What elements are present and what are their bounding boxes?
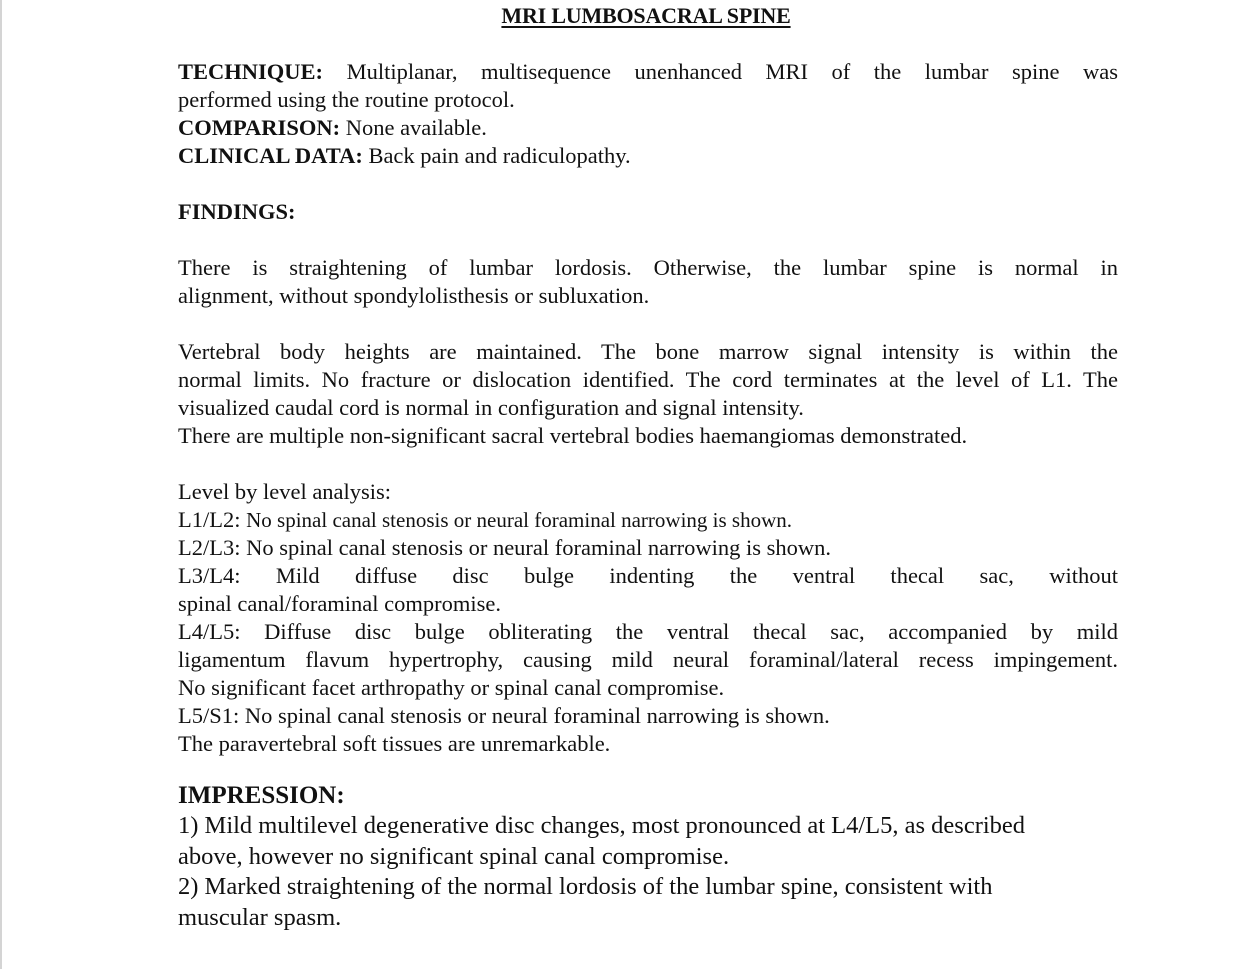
level-l5-s1: L5/S1: No spinal canal stenosis or neural foraminal narrowing is shown. (178, 703, 830, 728)
technique-text-1: Multiplanar, multisequence unenhanced MRI of the lumbar spine was (346, 59, 1119, 84)
impression-1-line2: above, however no significant spinal canal compromise. (178, 842, 730, 870)
technique-section (178, 58, 1118, 114)
comparison-line (178, 114, 1118, 142)
findings-para2-line2: normal limits. No fracture or dislocation identified. The cord terminates at the level of L1. The (178, 367, 1118, 392)
impression-2-line2: muscular spasm. (178, 903, 342, 931)
clinical-label: CLINICAL DATA: (178, 143, 363, 168)
level-l4-l5-line1: L4/L5: Diffuse disc bulge obliterating the ventral thecal sac, accompanied by mild (178, 619, 1118, 644)
comparison-label: COMPARISON: (178, 115, 341, 140)
page-edge (0, 0, 2, 969)
technique-line-2: performed using the routine protocol. (178, 87, 515, 112)
paravertebral-line: The paravertebral soft tissues are unremarkable. (178, 731, 611, 756)
findings-para2-line4: There are multiple non-significant sacral vertebral bodies haemangiomas demonstrated. (178, 423, 968, 448)
findings-para1-line1: There is straightening of lumbar lordosis. Otherwise, the lumbar spine is normal in (178, 255, 1118, 280)
report-body (178, 58, 1118, 933)
impression-2-line1: 2) Marked straightening of the normal lordosis of the lumbar spine, consistent with (178, 873, 993, 900)
technique-line-1 (178, 58, 1118, 86)
level-l1-l2-label: L1/L2: (178, 507, 241, 532)
clinical-line (178, 142, 1118, 170)
level-l3-l4-line2: spinal canal/foraminal compromise. (178, 591, 502, 616)
findings-para2-line1: Vertebral body heights are maintained. The bone marrow signal intensity is within the (178, 339, 1118, 364)
findings-heading: FINDINGS: (178, 199, 296, 224)
level-l3-l4-line1: L3/L4: Mild diffuse disc bulge indenting the ventral thecal sac, without (178, 563, 1118, 588)
impression-1-line1: 1) Mild multilevel degenerative disc changes, most pronounced at L4/L5, as described (178, 812, 1026, 839)
level-l1-l2-text: No spinal canal stenosis or neural foraminal narrowing is shown. (246, 508, 793, 532)
level-l4-l5-line3: No significant facet arthropathy or spinal canal compromise. (178, 675, 725, 700)
report-title: MRI LUMBOSACRAL SPINE (501, 3, 791, 28)
level-l2-l3: L2/L3: No spinal canal stenosis or neural foraminal narrowing is shown. (178, 535, 831, 560)
comparison-text: None available. (345, 115, 487, 140)
impression-heading: IMPRESSION: (178, 782, 345, 809)
technique-label: TECHNIQUE: (178, 59, 324, 84)
level-l1-l2 (178, 506, 1118, 534)
findings-para1-line2: alignment, without spondylolisthesis or subluxation. (178, 283, 650, 308)
findings-para2-line3: visualized caudal cord is normal in configuration and signal intensity. (178, 395, 804, 420)
level-l4-l5-line2: ligamentum flavum hypertrophy, causing mild neural foraminal/lateral recess impingement. (178, 647, 1118, 672)
clinical-text: Back pain and radiculopathy. (368, 143, 631, 168)
level-analysis-heading: Level by level analysis: (178, 479, 392, 504)
